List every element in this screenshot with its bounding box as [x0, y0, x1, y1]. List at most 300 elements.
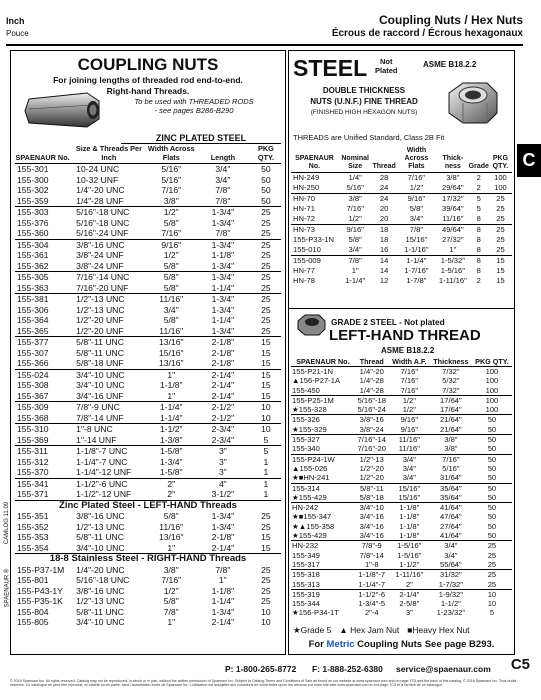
table-cell: 1: [263, 467, 269, 477]
table-cell: 50: [472, 483, 512, 493]
table-cell: 25: [496, 235, 505, 244]
table-row: [15, 446, 281, 457]
table-cell: 3/4"-10 UNC: [76, 542, 125, 553]
table-cell: 1-11/16": [438, 276, 467, 285]
table-cell: 50: [472, 454, 512, 464]
table-cell: 1/4"-20 UNC: [76, 185, 125, 195]
table-cell: 7/16": [407, 173, 426, 182]
table-cell: 5/8"-18 UNF: [76, 358, 124, 368]
table-cell: 1-3/4": [211, 260, 235, 271]
table-cell: 1/2": [348, 214, 362, 223]
table-cell: 49/64": [437, 225, 469, 236]
table-cell: 2-1/4": [195, 369, 251, 380]
table-row: [15, 239, 281, 250]
table-cell: 2-1/4": [211, 390, 235, 401]
table-row: [15, 196, 281, 207]
table-cell: 155-P24-1W: [291, 454, 355, 464]
table-row: [15, 478, 281, 489]
table-cell: 16: [379, 245, 389, 254]
table-row: [291, 204, 512, 214]
table-cell: 31/32": [430, 570, 472, 580]
table-cell: 25: [487, 550, 497, 560]
table-cell: 50: [487, 531, 497, 541]
table-row: [15, 250, 281, 261]
table-cell: 1-1/2"-6 UNC: [70, 478, 147, 489]
table-row: [291, 173, 512, 184]
hex-nuts-panel: [288, 50, 515, 655]
table-cell: 50: [261, 195, 271, 206]
table-cell: 50: [487, 492, 497, 502]
table-cell: 11/16": [442, 214, 464, 223]
table-cell: 25: [261, 521, 271, 532]
table-row: [291, 386, 512, 396]
table-cell: 1"-14 UNF: [76, 434, 117, 445]
table-cell: 8: [476, 214, 481, 223]
table-cell: 2-1/8": [195, 337, 251, 348]
table-cell: HN-78: [293, 276, 315, 285]
table-cell: 1/2"-20 UNF: [76, 325, 124, 336]
table-cell: 3/4"-16: [359, 531, 384, 541]
table-cell: 1/2"-13 UNC: [76, 521, 125, 532]
table-cell: 155-371: [17, 489, 49, 499]
not-plated-1: Not: [380, 57, 393, 66]
table-cell: 3/8": [163, 195, 179, 206]
table-cell: 5: [263, 434, 269, 445]
coupling-nuts-panel: [10, 50, 286, 655]
table-row: [291, 225, 512, 236]
table-cell: 155-377: [15, 337, 70, 348]
table-cell: 155-351: [17, 511, 49, 521]
table-cell: 20: [379, 214, 389, 223]
table-cell: 1-1/8": [159, 380, 183, 390]
metric-note: [289, 639, 514, 650]
table-cell: 1-1/8": [211, 585, 235, 596]
table-cell: 25: [251, 207, 281, 218]
table-cell: 9/16": [148, 239, 195, 250]
table-cell: 7/16": [161, 185, 182, 195]
table-cell: 1-1/8": [399, 531, 420, 541]
table-cell: 7/8": [215, 228, 231, 238]
table-row: [291, 493, 512, 503]
table-cell: HN-73: [291, 225, 338, 236]
table-cell: 1-1/4": [396, 256, 437, 267]
table-row: [291, 245, 512, 256]
table-cell: 5/8"-11 UNC: [76, 532, 124, 542]
table-cell: 1/2": [163, 585, 179, 596]
table-row: [291, 367, 512, 377]
table-cell: 2-1/8": [211, 358, 235, 368]
table-cell: 155-P35-1K: [17, 596, 63, 606]
table-cell: 7/8": [215, 564, 231, 575]
coupling-note: [109, 97, 279, 115]
table-cell: 15: [496, 276, 505, 285]
table-cell: 25: [472, 541, 512, 551]
table-cell: 50: [472, 435, 512, 445]
table-cell: 1: [263, 489, 269, 499]
table-cell: 1": [167, 617, 176, 627]
table-row: [15, 283, 281, 294]
metric-link-text: Metric: [326, 639, 355, 650]
table-row: [291, 415, 512, 425]
table-row: [15, 596, 281, 607]
table-cell: 1"-8 UNC: [70, 424, 147, 435]
table-cell: 1/2": [402, 405, 416, 415]
table-cell: 155-341: [15, 478, 70, 489]
table-cell: 25: [496, 204, 505, 213]
table-row: [15, 617, 281, 628]
table-cell: HN-232: [291, 541, 355, 551]
table-cell: 7/32": [442, 385, 460, 395]
table-cell: 1-1/8"-7 UNC: [70, 446, 147, 457]
table-cell: 1-1/8": [389, 503, 430, 513]
table-cell: 8: [476, 245, 481, 254]
table-cell: 155-376: [17, 217, 49, 228]
table-cell: 155-P21-1N: [292, 367, 333, 376]
table-cell: 9/16": [396, 194, 437, 205]
table-cell: 50: [472, 415, 512, 425]
table-cell: 17/32": [437, 194, 469, 205]
table-cell: 155-309: [15, 402, 70, 413]
table-cell: 1-3/4": [195, 207, 251, 218]
table-cell: 1-1/2": [399, 559, 420, 569]
table-row: [291, 503, 512, 513]
table-cell: 3/8": [163, 564, 179, 575]
hex-nut-table: [291, 147, 512, 286]
table-cell: 5/8": [163, 217, 179, 228]
lh-section-heading-label: Zinc Plated Steel - LEFT-HAND Threads: [15, 500, 281, 511]
table-cell: 25: [261, 250, 271, 260]
left-hand-title: LEFT-HAND THREAD: [329, 327, 481, 344]
table-cell: 5: [476, 204, 481, 213]
table-cell: 47/64": [440, 512, 462, 522]
table-cell: 1/2": [163, 250, 179, 260]
table-cell: 155-361: [17, 250, 49, 260]
metric-post: Coupling Nuts See page B293.: [357, 639, 495, 650]
table-row: [291, 425, 512, 435]
table-cell: 3/4": [215, 164, 231, 174]
table-cell: 155-365: [17, 325, 49, 336]
table-cell: 4": [195, 478, 251, 489]
table-cell: 24: [379, 183, 389, 192]
page-number: C5: [510, 656, 530, 673]
table-row: [291, 395, 512, 405]
table-cell: 7/16": [430, 454, 472, 464]
table-cell: 50: [487, 473, 497, 483]
table-cell: 3": [405, 608, 413, 618]
column-header: Thickness: [430, 357, 472, 367]
table-cell: 7/16": [161, 228, 182, 238]
table-cell: 15: [489, 256, 512, 267]
table-row: [15, 413, 281, 424]
table-cell: 20: [379, 204, 389, 213]
table-cell: 14: [372, 256, 395, 267]
table-cell: 3/8": [444, 444, 458, 454]
table-cell: 10-32 UNF: [76, 174, 119, 185]
table-row: [291, 266, 512, 276]
table-cell: 3/8"-24 UNF: [76, 250, 124, 260]
table-cell: 155-352: [17, 521, 49, 532]
table-cell: 5/16"-18: [355, 395, 389, 405]
grade2-heading: GRADE 2 STEEL - Not plated: [331, 317, 445, 327]
catalog-code: CAMLOG 11.09: [4, 501, 11, 545]
table-cell: 155-805: [17, 617, 49, 627]
table-cell: 13/16": [158, 358, 184, 368]
table-cell: 3/4"-10 UNC: [70, 369, 147, 380]
table-row: [15, 391, 281, 402]
table-cell: 2-3/4": [211, 434, 235, 445]
table-cell: HN-70: [291, 194, 338, 205]
table-cell: 50: [487, 521, 497, 531]
table-cell: ★155-429: [292, 531, 327, 541]
table-cell: 1/4": [348, 173, 362, 182]
table-row: [291, 570, 512, 580]
dbl-line-3: (FINISHED HIGH HEXAGON NUTS): [310, 109, 418, 116]
table-cell: 1: [251, 478, 281, 489]
table-cell: 1-1/4": [211, 315, 235, 325]
table-cell: 3/4": [163, 304, 179, 315]
table-row: [291, 541, 512, 551]
side-brand: SPAENAUR ®: [4, 568, 11, 608]
table-cell: 2-1/4": [211, 542, 235, 553]
table-cell: 5/16"-18 UNC: [76, 575, 130, 585]
table-cell: ★155-329: [292, 424, 327, 434]
table-row: [291, 256, 512, 267]
table-cell: 25: [261, 282, 271, 293]
table-cell: 1-1/4": [148, 402, 195, 413]
table-cell: 155-312: [17, 456, 49, 467]
table-cell: 155-314: [291, 483, 355, 493]
table-cell: 1-5/16": [397, 550, 422, 560]
table-row: [15, 424, 281, 435]
table-cell: 50: [261, 164, 271, 174]
table-cell: 1/4"-28: [359, 385, 384, 395]
table-row: [291, 435, 512, 445]
metric-pre: For: [308, 639, 324, 650]
table-cell: 3/4"-16 UNF: [76, 390, 124, 401]
table-cell: HN-250: [293, 183, 320, 192]
table-cell: 3/4": [348, 245, 362, 254]
table-cell: ★155-328: [292, 405, 327, 415]
table-cell: 17/64": [430, 395, 472, 405]
table-row: [291, 194, 512, 205]
table-cell: 155-313: [292, 579, 320, 589]
column-header: Length: [195, 145, 251, 164]
table-cell: 3/4"-10: [355, 503, 389, 513]
table-cell: 155-302: [17, 185, 49, 195]
table-cell: 25: [489, 194, 512, 205]
double-thickness-desc: [289, 85, 439, 118]
table-cell: 25: [251, 239, 281, 250]
table-cell: 1-1/16": [404, 245, 429, 254]
table-row: [291, 560, 512, 570]
table-cell: 1-3/4": [211, 521, 235, 532]
table-row: [15, 218, 281, 229]
table-cell: 21/64": [430, 415, 472, 425]
table-cell: 7/16"-20 UNF: [76, 282, 129, 293]
table-cell: 18: [372, 225, 395, 236]
table-cell: 3/4": [389, 454, 430, 464]
table-row: [15, 164, 281, 175]
table-cell: 1-3/4"-5: [358, 599, 386, 609]
table-cell: 7/8": [215, 195, 231, 206]
table-cell: 3/4": [430, 541, 472, 551]
header-inch: Inch: [6, 16, 25, 26]
table-cell: 100: [485, 385, 499, 395]
table-cell: 1-1/2"-6: [355, 589, 389, 599]
ss-section-heading: [15, 554, 281, 565]
table-row: [291, 214, 512, 225]
table-cell: ★■155-347: [292, 512, 332, 522]
table-cell: 155-353: [17, 532, 49, 542]
table-cell: 15: [251, 337, 281, 348]
table-cell: 25: [261, 585, 271, 596]
table-cell: 5/8"-11 UNC: [76, 606, 124, 617]
table-cell: 100: [472, 395, 512, 405]
column-header: Width Across Flats: [147, 144, 195, 162]
table-row: [15, 305, 281, 316]
table-cell: 25: [261, 315, 271, 325]
table-cell: 155-801: [17, 575, 49, 585]
table-cell: 7/8": [338, 256, 373, 267]
table-cell: 11/16": [398, 444, 420, 454]
table-cell: 1/2"-13: [355, 454, 389, 464]
table-row: [291, 473, 512, 483]
table-cell: 2-1/8": [211, 347, 235, 358]
table-cell: 1-1/4"-12 UNF: [76, 467, 132, 477]
table-cell: 5/8"-11 UNC: [70, 337, 147, 348]
table-cell: 5/8": [348, 235, 362, 244]
coupling-note-1: To be used with THREADED RODS: [134, 97, 254, 106]
table-cell: 155-363: [17, 282, 49, 293]
column-header: Thread: [372, 147, 395, 173]
table-cell: 3/8": [446, 173, 460, 182]
table-cell: 7/16": [400, 367, 419, 376]
table-row: [15, 565, 281, 576]
footer-email: service@spaenaur.com: [396, 664, 491, 674]
table-cell: 10: [261, 412, 271, 423]
table-cell: 2-1/4": [211, 380, 235, 390]
table-cell: 7/16": [400, 376, 419, 386]
table-cell: 11/16": [389, 435, 430, 445]
table-cell: 1/2"-20 UNF: [76, 315, 124, 325]
table-row: [15, 607, 281, 618]
table-cell: 155-364: [17, 315, 49, 325]
table-cell: 155-370: [17, 467, 49, 477]
table-cell: 5/16": [161, 174, 182, 185]
table-cell: 3/8"-16 UNC: [76, 511, 125, 521]
table-cell: 1-11/16": [389, 570, 430, 580]
table-cell: 5/16": [346, 183, 364, 192]
table-row: [15, 402, 281, 413]
table-cell: 3": [218, 467, 227, 477]
table-cell: HN-71: [293, 204, 315, 213]
table-cell: 2-1/4": [211, 617, 235, 627]
table-cell: 5/8": [163, 260, 179, 271]
table-cell: 3/4"-10 UNC: [76, 380, 125, 390]
table-row: [15, 348, 281, 359]
table-cell: 8: [476, 235, 481, 244]
table-row: [291, 235, 512, 245]
table-cell: 7/8"-9: [355, 541, 389, 551]
table-cell: 155-307: [17, 347, 49, 358]
table-cell: 2-1/2": [211, 412, 235, 423]
table-cell: 7/8"-9 UNC: [70, 402, 147, 413]
table-cell: 1": [218, 575, 227, 585]
table-row: [291, 483, 512, 493]
table-cell: 1-3/4": [211, 606, 235, 617]
table-cell: 5/8": [163, 282, 179, 293]
not-plated-2: Plated: [375, 66, 398, 75]
table-row: [15, 489, 281, 500]
table-cell: 100: [485, 367, 499, 376]
coupling-nut-image: [23, 89, 105, 131]
table-cell: 155-354: [17, 542, 49, 553]
table-cell: 50: [261, 185, 271, 195]
table-cell: 1-3/4": [159, 456, 183, 467]
table-cell: 15: [496, 266, 505, 275]
table-cell: 25: [487, 559, 497, 569]
section-divider: [289, 308, 514, 309]
table-row: [15, 522, 281, 533]
table-cell: 1-9/32": [430, 589, 472, 599]
table-cell: 155-P33-1N: [293, 235, 334, 244]
table-cell: 3/8"-24 UNF: [76, 260, 124, 271]
table-cell: 5/16"-18 UNC: [76, 217, 130, 228]
table-cell: 10: [251, 402, 281, 413]
table-cell: 100: [494, 173, 507, 182]
left-hand-table: [291, 357, 512, 618]
table-cell: 3/4": [402, 473, 416, 483]
coupling-title: COUPLING NUTS: [77, 55, 219, 74]
table-cell: 25: [261, 325, 271, 336]
table-cell: 15: [261, 380, 271, 390]
table-cell: 25: [261, 217, 271, 228]
table-cell: HN-242: [291, 503, 355, 513]
table-cell: 100: [485, 405, 499, 415]
table-cell: 29/64": [441, 183, 464, 192]
column-header: SPAENAUR No.: [291, 147, 338, 173]
table-cell: 1-5/16": [440, 266, 465, 275]
table-cell: 1-1/4"-7 UNC: [76, 456, 128, 467]
table-cell: 3/8"-24: [359, 424, 384, 434]
table-row: [291, 512, 512, 521]
table-cell: 155-P43-1Y: [17, 585, 63, 596]
coupling-table: [15, 145, 281, 628]
table-cell: 5/32": [442, 376, 460, 386]
table-cell: 100: [485, 376, 499, 386]
table-row: [291, 531, 512, 541]
table-cell: 155-367: [17, 390, 49, 401]
table-cell: 2: [476, 276, 481, 285]
table-cell: 155-311: [15, 446, 70, 457]
table-row: [291, 599, 512, 608]
table-cell: 155-024: [15, 369, 70, 380]
table-cell: 1-1/4": [211, 596, 235, 606]
table-cell: 25: [261, 575, 271, 585]
table-cell: 155-360: [17, 228, 49, 238]
table-cell: 1-7/8": [406, 276, 427, 285]
table-cell: 15: [261, 358, 271, 368]
table-cell: 155-300: [17, 174, 49, 185]
table-cell: 155-319: [291, 589, 355, 599]
table-cell: 3/4"-10 UNC: [76, 617, 125, 627]
header-title-en: Coupling Nuts / Hex Nuts: [379, 13, 523, 27]
not-plated-label: [375, 57, 398, 75]
table-cell: 3/4": [444, 550, 458, 560]
table-cell: 5/16"-24: [357, 405, 386, 415]
table-cell: 1-1/4": [159, 412, 183, 423]
table-cell: 41/64": [440, 531, 462, 541]
